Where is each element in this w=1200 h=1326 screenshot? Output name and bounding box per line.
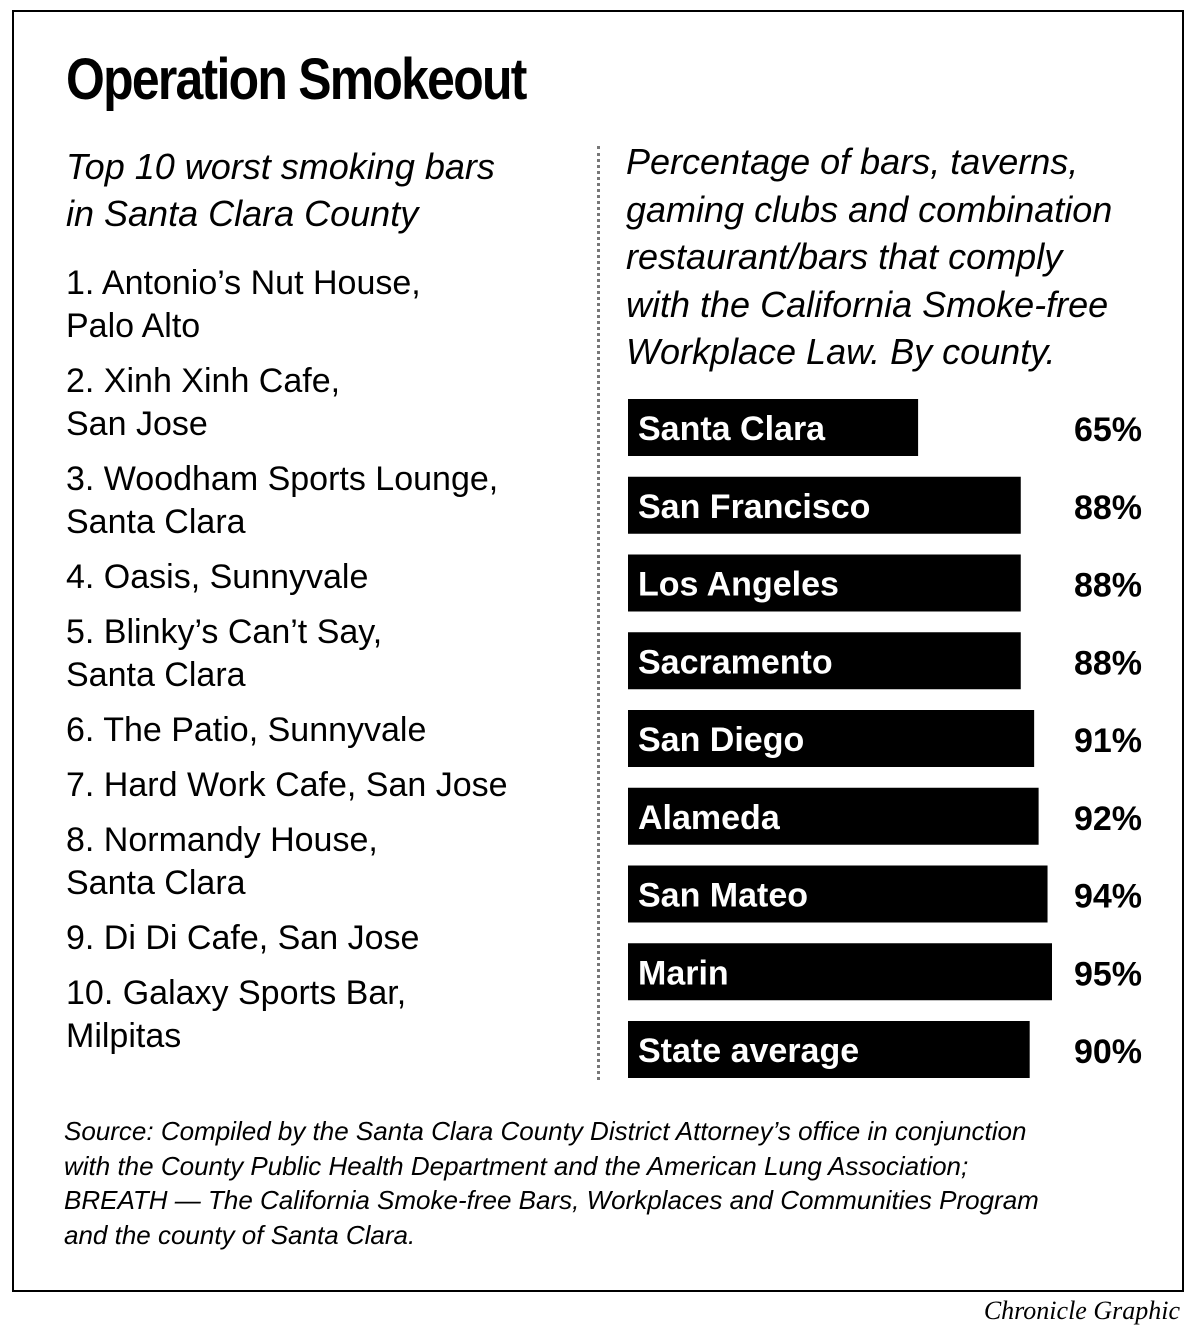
bar-value-label: 88% xyxy=(1073,488,1142,527)
bar-category-label: Alameda xyxy=(638,798,780,837)
bar-value-label: 88% xyxy=(1073,644,1142,683)
list-item xyxy=(66,819,546,905)
bar-value-label: 88% xyxy=(1073,566,1142,605)
graphic-credit: Chronicle Graphic xyxy=(983,1296,1180,1325)
chart-subtitle xyxy=(626,138,1166,376)
subtitle-line: Workplace Law. By county. xyxy=(626,331,1056,372)
list-item-line: 10. Galaxy Sports Bar, xyxy=(66,974,407,1012)
list-item-line: Santa Clara xyxy=(66,503,246,541)
list-item xyxy=(66,972,546,1058)
list-item xyxy=(66,764,546,807)
source-line: Source: Compiled by the Santa Clara County District Attorney’s office in conjunction xyxy=(64,1116,1027,1146)
list-item-line: 4. Oasis, Sunnyvale xyxy=(66,558,369,596)
dotted-divider xyxy=(597,146,600,1080)
subtitle-line: Percentage of bars, taverns, xyxy=(626,141,1079,182)
bar-category-label: San Francisco xyxy=(638,487,871,526)
bar-category-label: Santa Clara xyxy=(638,410,826,448)
subtitle-line: gaming clubs and combination xyxy=(626,188,1113,230)
bar-value-label: 95% xyxy=(1073,955,1142,994)
subtitle-line: restaurant/bars that comply xyxy=(626,236,1063,277)
compliance-bar-chart xyxy=(620,392,1160,1092)
list-item xyxy=(66,611,546,697)
list-item xyxy=(66,556,546,599)
bar-value-label: 92% xyxy=(1073,799,1142,838)
subtitle-line: in Santa Clara County xyxy=(66,193,419,234)
list-item xyxy=(66,262,546,348)
graphic-title: Operation Smokeout xyxy=(66,47,526,112)
bars-list-subtitle xyxy=(66,143,566,237)
list-item-line: Santa Clara xyxy=(66,656,246,694)
bar-category-label: San Diego xyxy=(638,721,805,759)
source-note xyxy=(64,1114,1144,1252)
subtitle-line: Top 10 worst smoking bars xyxy=(66,146,495,187)
list-item-line: 5. Blinky’s Can’t Say, xyxy=(66,613,383,651)
worst-bars-list xyxy=(66,262,546,1070)
bar-category-label: Marin xyxy=(638,954,729,993)
list-item-line: 1. Antonio’s Nut House, xyxy=(66,264,421,302)
bar-category-label: San Mateo xyxy=(638,876,809,915)
bar-value-label: 91% xyxy=(1073,722,1142,760)
list-item-line: Santa Clara xyxy=(66,864,246,902)
bar-category-label: State average xyxy=(638,1032,860,1070)
bar-category-label: Sacramento xyxy=(638,643,833,682)
source-line: BREATH — The California Smoke-free Bars, Workplaces and Communities Program xyxy=(64,1185,1039,1215)
bar-value-label: 90% xyxy=(1073,1033,1142,1071)
list-item-line: San Jose xyxy=(66,405,208,443)
subtitle-line: with the California Smoke-free xyxy=(626,283,1109,325)
list-item-line: 8. Normandy House, xyxy=(66,821,378,859)
list-item xyxy=(66,709,546,752)
list-item-line: Milpitas xyxy=(66,1017,182,1055)
list-item-line: 3. Woodham Sports Lounge, xyxy=(66,460,499,498)
bar-value-label: 65% xyxy=(1073,411,1142,449)
source-line: with the County Public Health Department and the American Lung Association; xyxy=(64,1150,969,1181)
list-item-line: 7. Hard Work Cafe, San Jose xyxy=(66,766,508,804)
bar-category-label: Los Angeles xyxy=(638,565,839,604)
list-item xyxy=(66,360,546,446)
source-line: and the county of Santa Clara. xyxy=(64,1219,416,1250)
bar-value-label: 94% xyxy=(1073,877,1142,916)
list-item xyxy=(66,458,546,544)
list-item xyxy=(66,917,546,960)
list-item-line: Palo Alto xyxy=(66,307,201,345)
list-item-line: 6. The Patio, Sunnyvale xyxy=(66,711,427,749)
list-item-line: 9. Di Di Cafe, San Jose xyxy=(66,919,420,957)
list-item-line: 2. Xinh Xinh Cafe, xyxy=(66,362,341,400)
